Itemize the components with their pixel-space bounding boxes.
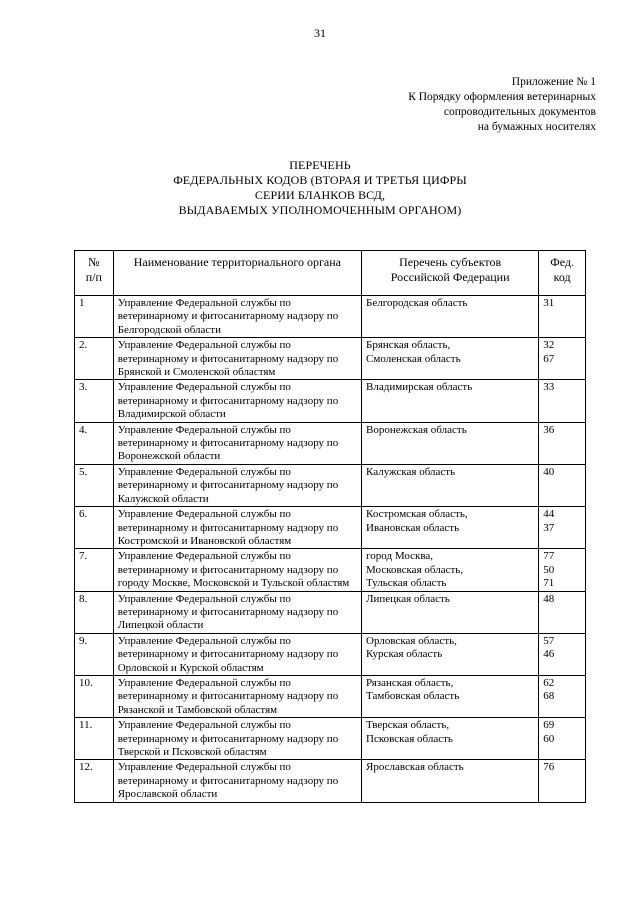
table-body bbox=[75, 296, 586, 803]
row-codes bbox=[539, 633, 586, 675]
subject-item: Воронежская область bbox=[366, 423, 467, 436]
subject-item: Тамбовская область bbox=[366, 690, 460, 703]
header-code-line: код bbox=[553, 270, 571, 284]
row-subjects bbox=[362, 338, 539, 380]
subject-item: Костромская область, bbox=[366, 508, 468, 521]
table-row bbox=[75, 591, 586, 633]
subject-item: Тульская область bbox=[366, 577, 447, 590]
row-organization: Управление Федеральной службы по ветеринарному и фитосанитарному надзору по Калужской области bbox=[113, 464, 361, 506]
federal-code: 31 bbox=[543, 297, 555, 309]
row-organization: Управление Федеральной службы по ветеринарному и фитосанитарному надзору по Рязанской и Тамбовской областям bbox=[113, 675, 361, 717]
table-row bbox=[75, 633, 586, 675]
row-number: 10. bbox=[75, 675, 114, 717]
row-organization: Управление Федеральной службы по ветеринарному и фитосанитарному надзору по Белгородской области bbox=[113, 296, 361, 338]
row-organization: Управление Федеральной службы по ветеринарному и фитосанитарному надзору по городу Москве, Московской и Тульской областям bbox=[113, 549, 361, 591]
row-number: 4. bbox=[75, 422, 114, 464]
row-subjects bbox=[362, 422, 539, 464]
row-codes bbox=[539, 718, 586, 760]
table-row bbox=[75, 675, 586, 717]
row-number: 3. bbox=[75, 380, 114, 422]
row-subjects bbox=[362, 633, 539, 675]
header-subjects-line: Перечень субъектов bbox=[399, 255, 502, 269]
federal-code: 57 bbox=[543, 634, 555, 647]
header-number-line: № bbox=[88, 255, 100, 269]
row-codes bbox=[539, 675, 586, 717]
row-codes bbox=[539, 591, 586, 633]
row-codes bbox=[539, 338, 586, 380]
header-code bbox=[539, 251, 586, 296]
row-subjects bbox=[362, 760, 539, 802]
federal-code: 60 bbox=[543, 732, 555, 745]
row-subjects bbox=[362, 507, 539, 549]
table-row bbox=[75, 549, 586, 591]
subject-item: Калужская область bbox=[366, 465, 456, 478]
row-codes bbox=[539, 507, 586, 549]
row-number: 5. bbox=[75, 464, 114, 506]
header-code-line: Фед. bbox=[550, 255, 574, 269]
row-organization: Управление Федеральной службы по ветеринарному и фитосанитарному надзору по Липецкой области bbox=[113, 591, 361, 633]
row-number: 12. bbox=[75, 760, 114, 802]
subject-item: Смоленская область bbox=[366, 352, 461, 365]
row-codes bbox=[539, 422, 586, 464]
subject-item: Псковская область bbox=[366, 732, 453, 745]
row-codes bbox=[539, 380, 586, 422]
federal-code: 48 bbox=[543, 592, 555, 605]
row-number: 11. bbox=[75, 718, 114, 760]
federal-code: 46 bbox=[543, 648, 555, 661]
row-subjects bbox=[362, 591, 539, 633]
table-row bbox=[75, 422, 586, 464]
federal-code: 68 bbox=[543, 690, 555, 703]
document-title bbox=[0, 158, 640, 218]
title-line: ПЕРЕЧЕНЬ bbox=[289, 158, 351, 172]
row-organization: Управление Федеральной службы по ветеринарному и фитосанитарному надзору по Ярославской области bbox=[113, 760, 361, 802]
title-line: СЕРИИ БЛАНКОВ ВСД, bbox=[254, 188, 386, 202]
row-subjects bbox=[362, 464, 539, 506]
row-number: 7. bbox=[75, 549, 114, 591]
row-codes bbox=[539, 760, 586, 802]
subject-item: Тверская область, bbox=[366, 719, 450, 732]
codes-table bbox=[74, 250, 586, 803]
federal-code: 71 bbox=[543, 577, 555, 590]
subject-item: Орловская область, bbox=[366, 634, 457, 647]
row-organization: Управление Федеральной службы по ветеринарному и фитосанитарному надзору по Тверской и Псковской областям bbox=[113, 718, 361, 760]
table-row bbox=[75, 507, 586, 549]
subject-item: Белгородская область bbox=[366, 297, 468, 309]
row-subjects bbox=[362, 549, 539, 591]
federal-code: 69 bbox=[543, 719, 555, 732]
row-organization: Управление Федеральной службы по ветеринарному и фитосанитарному надзору по Костромской и Ивановской областям bbox=[113, 507, 361, 549]
subject-item: Ивановская область bbox=[366, 521, 460, 534]
federal-code: 76 bbox=[543, 761, 555, 774]
row-subjects bbox=[362, 675, 539, 717]
appendix-line: Приложение № 1 bbox=[511, 76, 596, 88]
federal-code: 32 bbox=[543, 339, 555, 352]
subject-item: Курская область bbox=[366, 648, 443, 661]
subject-item: Московская область, bbox=[366, 563, 464, 576]
header-subjects bbox=[362, 251, 539, 296]
header-organization: Наименование территориального органа bbox=[113, 251, 361, 296]
row-codes bbox=[539, 464, 586, 506]
row-number: 8. bbox=[75, 591, 114, 633]
federal-code: 62 bbox=[543, 676, 555, 689]
row-number: 1 bbox=[75, 296, 114, 338]
row-number: 6. bbox=[75, 507, 114, 549]
federal-code: 40 bbox=[543, 465, 555, 478]
federal-code: 37 bbox=[543, 521, 555, 534]
table-row bbox=[75, 760, 586, 802]
row-codes bbox=[539, 296, 586, 338]
row-organization: Управление Федеральной службы по ветеринарному и фитосанитарному надзору по Владимирской области bbox=[113, 380, 361, 422]
federal-code: 36 bbox=[543, 423, 555, 436]
appendix-line: на бумажных носителях bbox=[477, 121, 596, 133]
federal-code: 77 bbox=[543, 550, 555, 563]
appendix-note bbox=[366, 75, 596, 135]
table-row bbox=[75, 464, 586, 506]
federal-code: 44 bbox=[543, 508, 555, 521]
table-row bbox=[75, 380, 586, 422]
appendix-line: сопроводительных документов bbox=[443, 106, 596, 118]
subject-item: Ярославская область bbox=[366, 761, 464, 774]
page-number: 31 bbox=[314, 26, 326, 40]
subject-item: Рязанская область, bbox=[366, 676, 454, 689]
row-codes bbox=[539, 549, 586, 591]
title-line: ВЫДАВАЕМЫХ УПОЛНОМОЧЕННЫМ ОРГАНОМ) bbox=[178, 203, 462, 217]
title-line: ФЕДЕРАЛЬНЫХ КОДОВ (ВТОРАЯ И ТРЕТЬЯ ЦИФРЫ bbox=[173, 173, 467, 187]
row-subjects bbox=[362, 380, 539, 422]
row-organization: Управление Федеральной службы по ветеринарному и фитосанитарному надзору по Воронежской области bbox=[113, 422, 361, 464]
table-row bbox=[75, 718, 586, 760]
federal-code: 67 bbox=[543, 352, 555, 365]
subject-item: Владимирская область bbox=[366, 381, 473, 394]
row-subjects bbox=[362, 718, 539, 760]
header-subjects-line: Российской Федерации bbox=[390, 270, 510, 284]
row-number: 9. bbox=[75, 633, 114, 675]
subject-item: Липецкая область bbox=[366, 592, 450, 605]
table-header-row bbox=[75, 251, 586, 296]
federal-code: 33 bbox=[543, 381, 555, 394]
subject-item: Брянская область, bbox=[366, 339, 451, 352]
header-number-line: п/п bbox=[85, 270, 102, 284]
row-subjects bbox=[362, 296, 539, 338]
table-row bbox=[75, 338, 586, 380]
row-number: 2. bbox=[75, 338, 114, 380]
row-organization: Управление Федеральной службы по ветеринарному и фитосанитарному надзору по Орловской и Курской областям bbox=[113, 633, 361, 675]
federal-code: 50 bbox=[543, 563, 555, 576]
row-organization: Управление Федеральной службы по ветеринарному и фитосанитарному надзору по Брянской и Смоленской областям bbox=[113, 338, 361, 380]
appendix-line: К Порядку оформления ветеринарных bbox=[408, 91, 596, 103]
table-row bbox=[75, 296, 586, 338]
header-number bbox=[75, 251, 114, 296]
subject-item: город Москва, bbox=[366, 550, 434, 563]
